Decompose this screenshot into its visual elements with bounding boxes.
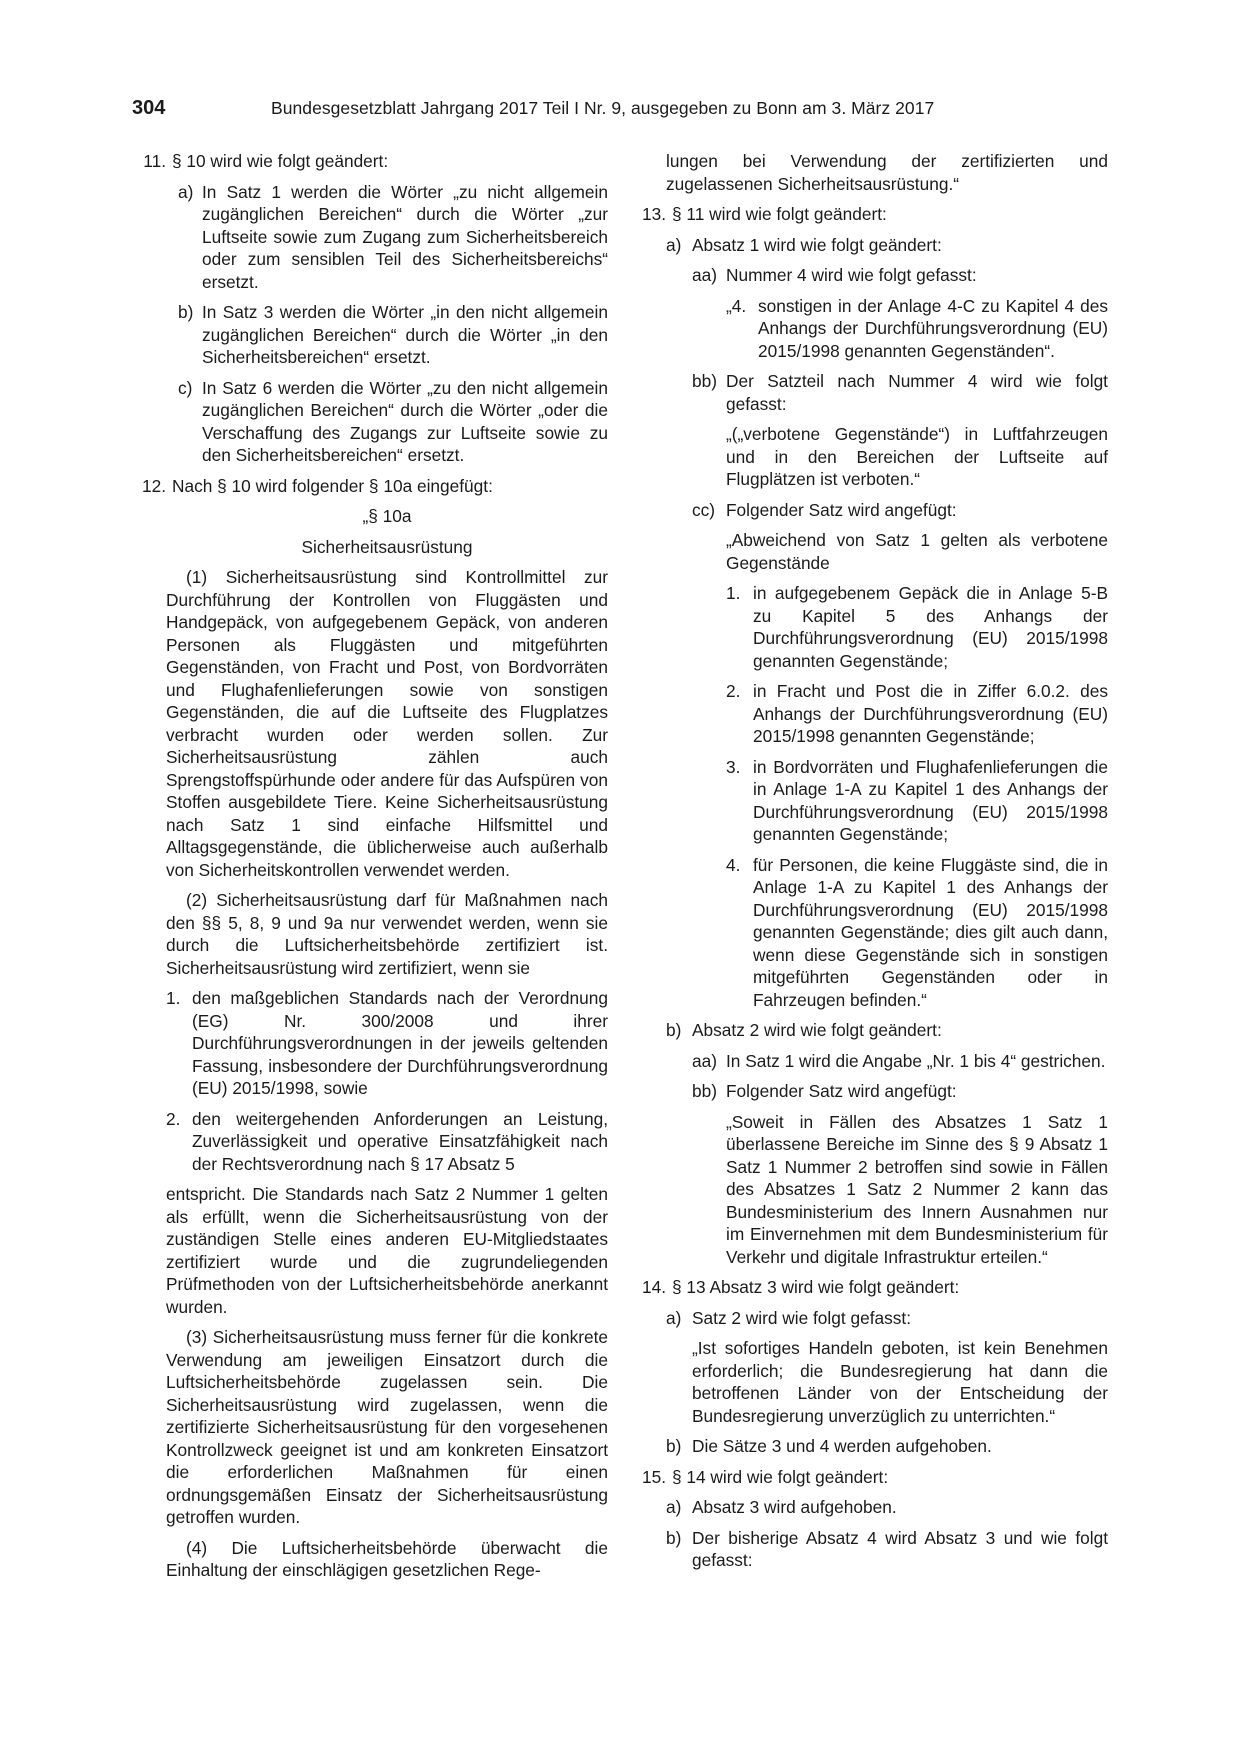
item-text: In Satz 1 werden die Wörter „zu nicht allgemein zugänglichen Bereichen“ durch die Wörter „zur Luftseite sowie zum Zugang zum Sicherheitsbereich oder zum sensiblen Teil des Sicherheitsbereichs“ ersetzt. [202,181,608,292]
list-item [166,987,608,1100]
list-item [666,1496,1108,1519]
item-text: in Fracht und Post die in Ziffer 6.0.2. des Anhangs der Durchführungsverordnung (EU) 2015/1998 genannten Gegenstände; [753,681,1108,746]
quoted-text: „Soweit in Fällen des Absatzes 1 Satz 1 überlassene Bereiche im Sinne des § 9 Absatz 1 Satz 1 Nummer 2 betroffen sind sowie in Fällen des Absatzes 1 Satz 2 Nummer 2 kann das Bundesministerium des Innern Ausnahmen nur im Einvernehmen mit dem Bundesministerium für Verkehr und digitale Infrastruktur erteilen.“ [726,1111,1108,1267]
list-item [726,582,1108,672]
item-text: Folgender Satz wird angefügt: [726,499,957,520]
item-text: Nach § 10 wird folgender § 10a eingefügt: [172,475,493,496]
running-title: Bundesgesetzblatt Jahrgang 2017 Teil I Nr. 9, ausgegeben zu Bonn am 3. März 2017 [271,98,935,118]
item-text: Folgender Satz wird angefügt: [726,1081,957,1101]
item-text: Der bisherige Absatz 4 wird Absatz 3 und wie folgt gefasst: [692,1527,1108,1570]
item-marker: aa) [692,1050,717,1071]
page-header [132,97,1112,127]
paragraph: (4) Die Luftsicherheitsbehörde überwacht die Einhaltung der einschlägigen gesetzlichen Rege- [166,1537,608,1580]
item-marker: 13. [641,204,666,224]
item-marker: a) [666,1497,682,1517]
paragraph-continuation: entspricht. Die Standards nach Satz 2 Nummer 1 gelten als erfüllt, wenn die Sicherheitsausrüstung von der zuständigen Stelle eines anderen EU-Mitgliedstaates zertifiziert wurde und die zugrundeliegenden Prüfmethoden von der Luftsicherheitsbehörde anerkannt wurden. [166,1184,608,1317]
item-marker: a) [666,1307,682,1328]
list-item [178,377,608,467]
numbered-list [166,987,608,1175]
list-item [692,499,1108,522]
item-text: § 14 wird wie folgt geändert: [672,1466,889,1487]
item-text: den maßgeblichen Standards nach der Verordnung (EG) Nr. 300/2008 und ihrer Durchführungsverordnungen in der jeweils geltenden Fassung, insbesondere der Durchführungsverordnung (EU) 2015/1998, sowie [192,988,608,1098]
item-text: Absatz 3 wird aufgehoben. [692,1497,897,1517]
item-marker: a) [178,181,194,202]
item-marker: b) [666,1020,682,1040]
left-column [132,150,608,1590]
item-text: In Satz 1 wird die Angabe „Nr. 1 bis 4“ gestrichen. [726,1050,1106,1071]
list-item [726,680,1108,748]
item-marker: 2. [166,1108,181,1129]
quoted-text: „Ist sofortiges Handeln geboten, ist kein Benehmen erforderlich; die Bundesregierung hat dann die betroffenen Länder von der Entscheidung der Bundesregierung unverzüglich zu unterrichten.“ [692,1338,1108,1426]
item-marker: 14. [641,1277,666,1297]
list-item [666,1435,1108,1458]
item-text: den weitergehenden Anforderungen an Leistung, Zuverlässigkeit und operative Einsatzfähigkeit nach der Rechtsverordnung nach § 17 Absatz 5 [192,1108,608,1174]
item-text: Nummer 4 wird wie folgt gefasst: [726,265,977,285]
list-item [632,1276,1108,1299]
quoted-item [726,295,1108,363]
item-text: § 11 wird wie folgt geändert: [672,204,887,224]
item-text: Die Sätze 3 und 4 werden aufgehoben. [692,1436,992,1456]
list-item [726,854,1108,1012]
list-item [692,264,1108,287]
quoted-text: „Abweichend von Satz 1 gelten als verbotene Gegenstände [726,530,1108,573]
list-item [666,234,1108,257]
list-item [666,1019,1108,1042]
right-column [632,150,1108,1580]
quoted-text: „(„verbotene Gegenstände“) in Luftfahrzeugen und in den Bereichen der Luftseite auf Flugplätzen ist verboten.“ [726,424,1108,489]
item-marker: 4. [726,854,741,875]
paragraph: (3) Sicherheitsausrüstung muss ferner für die konkrete Verwendung am jeweiligen Einsatzort durch die Luftsicherheitsbehörde zugelassen sein. Die Sicherheitsausrüstung wird zugelassen, wenn die zertifizierte Sicherheitsausrüstung für den vorgesehenen Kontrollzweck geeignet ist und am konkreten Einsatzort die erforderlichen Maßnahmen für einen ordnungsgemäßen Einsatz der Sicherheitsausrüstung getroffen wurden. [166,1327,608,1527]
item-marker: 15. [641,1466,666,1487]
paragraph: (2) Sicherheitsausrüstung darf für Maßnahmen nach den §§ 5, 8, 9 und 9a nur verwendet werden, wenn sie durch die Luftsicherheitsbehörde zertifiziert ist. Sicherheitsausrüstung wird zertifiziert, wenn sie [166,890,608,978]
item-marker: „4. [726,295,747,316]
item-text: Satz 2 wird wie folgt gefasst: [692,1307,911,1328]
paragraph-continuation: lungen bei Verwendung der zertifizierten und zugelassenen Sicherheitsausrüstung.“ [666,151,1108,194]
item-marker: bb) [692,371,717,391]
item-marker: b) [178,302,194,322]
list-item [692,1050,1108,1073]
item-marker: aa) [692,265,717,285]
item-marker: 1. [166,988,181,1008]
list-item [632,203,1108,226]
list-item [178,301,608,369]
item-text: § 13 Absatz 3 wird wie folgt geändert: [672,1277,960,1297]
item-marker: 2. [726,681,741,701]
list-item [132,150,608,173]
item-marker: 1. [726,583,741,603]
list-item [666,1307,1108,1330]
item-text: In Satz 3 werden die Wörter „in den nicht allgemein zugänglichen Bereichen“ durch die Wörter „in den Sicherheitsbereichen“ ersetzt. [202,302,608,367]
item-text: In Satz 6 werden die Wörter „zu den nicht allgemein zugänglichen Bereichen“ durch die Wörter „oder die Verschaffung des Zugangs zur Luftseite sowie zu den Sicherheitsbereichen“ ersetzt. [202,377,608,465]
item-marker: 11. [143,151,166,171]
paragraph: (1) Sicherheitsausrüstung sind Kontrollmittel zur Durchführung der Kontrollen von Fluggästen und Handgepäck, von aufgegebenem Gepäck, von anderen Personen als Fluggästen und mitgeführten Gegenständen, von Fracht und Post, von Bordvorräten und Flughafenlieferungen sowie von sonstigen Gegenständen, die auf die Luftseite des Flugplatzes verbracht wurden oder werden sollen. Zur Sicherheitsausrüstung zählen auch Sprengstoffspürhunde oder andere für das Aufspüren von Stoffen ausgebildete Tiere. Keine Sicherheitsausrüstung nach Satz 1 sind einfache Hilfsmittel und Alltagsgegenstände, die üblicherweise auch außerhalb von Sicherheitskontrollen verwendet werden. [166,567,608,880]
list-item [178,181,608,294]
list-item [132,475,608,498]
list-item [666,1527,1108,1572]
item-marker: b) [666,1527,682,1548]
item-marker: 3. [726,756,741,777]
item-text: für Personen, die keine Fluggäste sind, die in Anlage 1-A zu Kapitel 1 des Anhangs der Durchführungsverordnung (EU) 2015/1998 genannten Gegenstände; dies gilt auch dann, wenn diese Gegenstände sich in sonstigen mitgeführten Gegenständen oder in Fahrzeugen befinden.“ [753,854,1108,1010]
item-text: § 10 wird wie folgt geändert: [172,151,389,171]
list-item [726,756,1108,846]
item-marker: bb) [692,1081,717,1101]
numbered-list [726,582,1108,1011]
item-marker: 12. [141,475,166,496]
item-text: Der Satzteil nach Nummer 4 wird wie folgt gefasst: [726,371,1108,414]
item-text: in Bordvorräten und Flughafenlieferungen die in Anlage 1-A zu Kapitel 1 des Anhangs der Durchführungsverordnung (EU) 2015/1998 genannten Gegenstände; [753,756,1108,844]
list-item [692,1080,1108,1103]
section-number: „§ 10a [362,506,412,526]
item-marker: b) [666,1436,682,1456]
item-marker: cc) [692,499,716,520]
list-item [692,370,1108,415]
item-text: sonstigen in der Anlage 4-C zu Kapitel 4 des Anhangs der Durchführungsverordnung (EU) 2015/1998 genannten Gegenständen“. [758,295,1108,361]
list-item [166,1108,608,1176]
list-item [632,1466,1108,1489]
page-number: 304 [132,97,166,119]
item-marker: a) [666,234,682,255]
section-title: Sicherheitsausrüstung [301,536,473,557]
item-marker: c) [178,377,193,398]
item-text: in aufgegebenem Gepäck die in Anlage 5-B zu Kapitel 5 des Anhangs der Durchführungsverordnung (EU) 2015/1998 genannten Gegenstände; [753,583,1108,671]
item-text: Absatz 2 wird wie folgt geändert: [692,1020,942,1040]
item-text: Absatz 1 wird wie folgt geändert: [692,234,942,255]
